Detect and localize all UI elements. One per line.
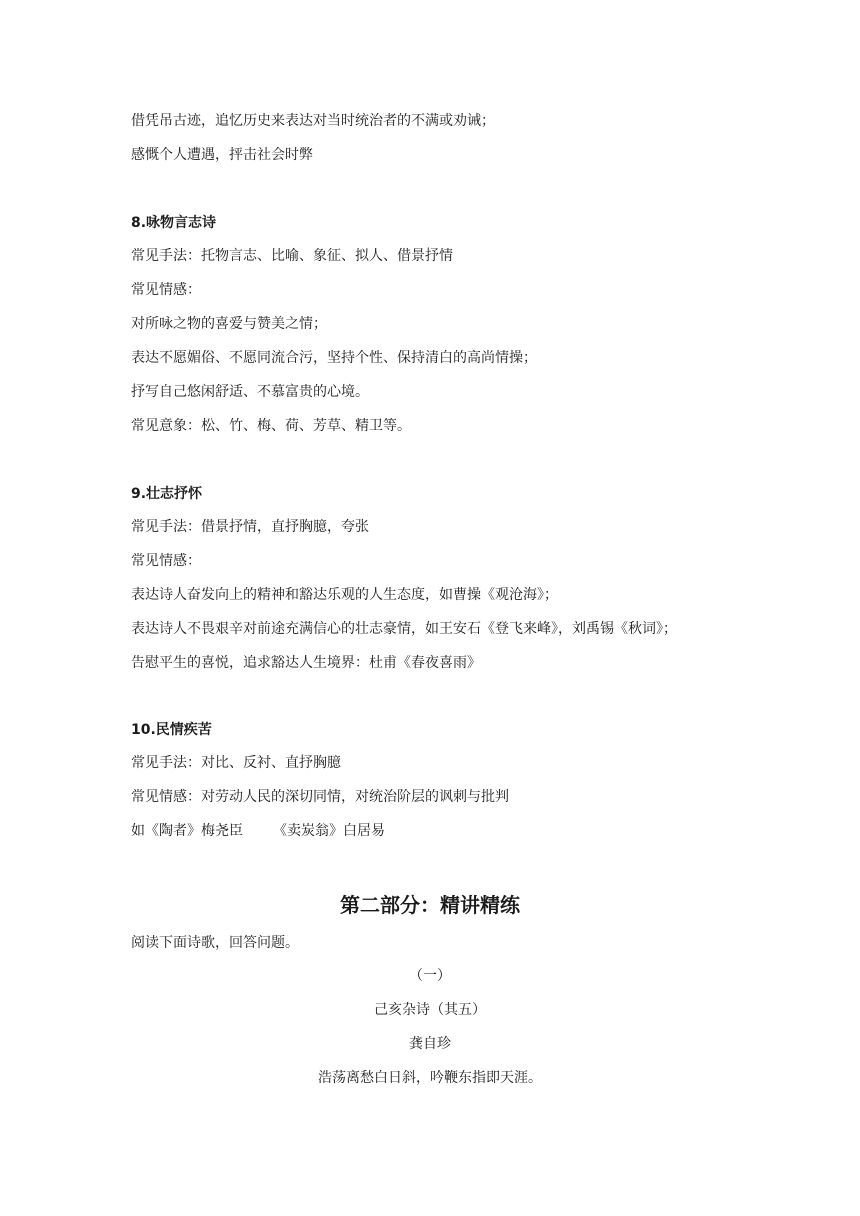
poem-author: 龚自珍 — [409, 1036, 451, 1052]
intro-line: 借凭吊古迹，追忆历史来表达对当时统治者的不满或劝诫； — [131, 113, 495, 129]
part-two-title: 第二部分：精讲精练 — [340, 893, 520, 917]
section-9-line: 表达诗人不畏艰辛对前途充满信心的壮志豪情，如王安石《登飞来峰》，刘禹锡《秋词》； — [131, 621, 677, 637]
section-10-line: 常见情感：对劳动人民的深切同情，对统治阶层的讽刺与批判 — [131, 789, 509, 805]
section-10-examples — [131, 822, 385, 840]
section-8-line: 表达不愿媚俗、不愿同流合污，坚持个性、保持清白的高尚情操； — [131, 350, 537, 366]
section-8-line: 抒写自己悠闲舒适、不慕富贵的心境。 — [131, 384, 369, 400]
section-8-line: 常见情感： — [131, 282, 201, 298]
section-10-line: 常见手法：对比、反衬、直抒胸臆 — [131, 755, 341, 771]
intro-line: 感慨个人遭遇，抨击社会时弊 — [131, 147, 313, 163]
example-text: 《卖炭翁》白居易 — [273, 823, 385, 839]
poem-line: 浩荡离愁白日斜，吟鞭东指即天涯。 — [318, 1070, 542, 1086]
poem-number: （一） — [409, 968, 451, 984]
example-text: 如《陶者》梅尧臣 — [131, 823, 243, 839]
section-heading-8: 8.咏物言志诗 — [131, 215, 217, 231]
section-8-line: 常见意象：松、竹、梅、荷、芳草、精卫等。 — [131, 418, 411, 434]
part-two-instruction: 阅读下面诗歌，回答问题。 — [131, 935, 299, 951]
section-heading-10: 10.民情疾苦 — [131, 722, 212, 738]
section-heading-9: 9.壮志抒怀 — [131, 486, 203, 502]
poem-title: 己亥杂诗（其五） — [374, 1002, 486, 1018]
section-9-line: 常见情感： — [131, 553, 201, 569]
section-9-line: 告慰平生的喜悦，追求豁达人生境界：杜甫《春夜喜雨》 — [131, 655, 481, 671]
section-9-line: 常见手法：借景抒情，直抒胸臆，夸张 — [131, 519, 369, 535]
section-8-line: 对所咏之物的喜爱与赞美之情； — [131, 316, 327, 332]
section-8-line: 常见手法：托物言志、比喻、象征、拟人、借景抒情 — [131, 248, 453, 264]
section-9-line: 表达诗人奋发向上的精神和豁达乐观的人生态度，如曹操《观沧海》； — [131, 587, 558, 603]
